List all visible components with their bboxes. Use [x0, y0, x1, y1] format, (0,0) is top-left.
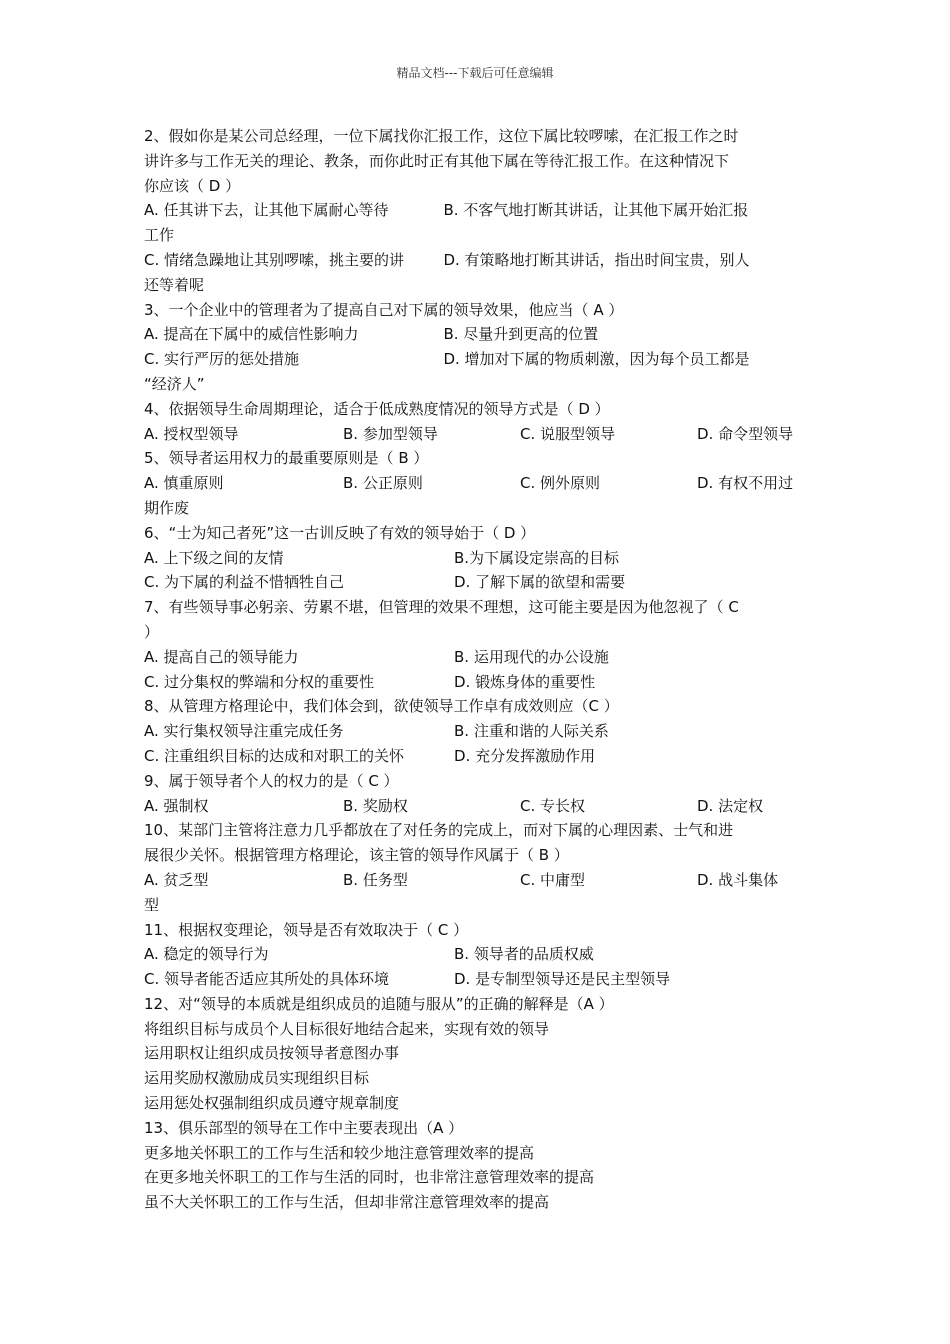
text-line: ）: [144, 622, 160, 641]
option-text: D. 有策略地打断其讲话，指出时间宝贵，别人: [443, 250, 750, 269]
option-row: [144, 744, 808, 769]
option-text: C. 情绪急躁地让其别啰嗦，挑主要的讲: [144, 250, 405, 269]
text-line: 更多地关怀职工的工作与生活和较少地注意管理效率的提高: [144, 1143, 535, 1162]
option-text: C. 例外原则: [520, 474, 601, 493]
option-text: B. 公正原则: [343, 474, 423, 493]
option-text: B.为下属设定崇高的目标: [454, 548, 620, 567]
option-text: A. 提高自己的领导能力: [144, 647, 299, 666]
text-line: 4、依据领导生命周期理论，适合于低成熟度情况的领导方式是（ D ）: [144, 399, 610, 418]
option-text: A. 强制权: [144, 796, 209, 815]
page-header: 精品文档---下载后可任意编辑: [396, 66, 554, 80]
text-line: 11、根据权变理论，领导是否有效取决于（ C ）: [144, 920, 469, 939]
option-row: [144, 942, 808, 967]
option-row: [144, 868, 808, 893]
text-line: 7、有些领导事必躬亲、劳累不堪，但管理的效果不理想，这可能主要是因为他忽视了（ C: [144, 598, 739, 617]
option-text: A. 贫乏型: [144, 870, 209, 889]
option-text: A. 授权型领导: [144, 424, 239, 443]
option-text: C. 专长权: [520, 796, 586, 815]
text-line: 工作: [144, 226, 175, 245]
option-text: D. 命令型领导: [697, 424, 794, 443]
option-text: B. 尽量升到更高的位置: [443, 325, 599, 344]
text-line: 虽不大关怀职工的工作与生活，但却非常注意管理效率的提高: [144, 1193, 550, 1212]
option-row: [144, 248, 808, 273]
option-text: D. 战斗集体: [697, 870, 779, 889]
option-text: C. 为下属的利益不惜牺牲自己: [144, 573, 345, 592]
option-text: C. 中庸型: [520, 870, 586, 889]
option-text: B. 注重和谐的人际关系: [454, 722, 609, 741]
option-text: B. 任务型: [343, 870, 408, 889]
text-line: 你应该（ D ）: [144, 176, 241, 195]
option-text: D. 有权不用过: [697, 474, 794, 493]
text-line: 2、假如你是某公司总经理，一位下属找你汇报工作，这位下属比较啰嗦，在汇报工作之时: [144, 127, 739, 145]
option-text: A. 任其讲下去，让其他下属耐心等待: [144, 201, 389, 220]
text-line: 13、俱乐部型的领导在工作中主要表现出（A ）: [144, 1118, 464, 1137]
option-text: B. 参加型领导: [343, 424, 438, 443]
option-text: C. 实行严厉的惩处措施: [144, 350, 300, 369]
text-line: 5、领导者运用权力的最重要原则是（ B ）: [144, 449, 429, 468]
text-line: 运用惩处权强制组织成员遵守规章制度: [144, 1094, 400, 1113]
text-line: 6、“士为知己者死”这一古训反映了有效的领导始于（ D ）: [144, 523, 536, 542]
option-row: [144, 719, 808, 744]
text-line: 期作废: [144, 498, 190, 517]
option-text: D. 充分发挥激励作用: [454, 746, 596, 765]
text-line: 还等着呢: [144, 275, 205, 294]
option-row: [144, 471, 808, 496]
document-body: [144, 124, 808, 1215]
text-line: 运用职权让组织成员按领导者意图办事: [144, 1044, 400, 1063]
text-line: 3、一个企业中的管理者为了提高自己对下属的领导效果，他应当（ A ）: [144, 300, 624, 319]
option-text: B. 不客气地打断其讲话，让其他下属开始汇报: [443, 201, 749, 220]
text-line: 展很少关怀。根据管理方格理论，该主管的领导作风属于（ B ）: [144, 846, 569, 865]
option-text: C. 注重组织目标的达成和对职工的关怀: [144, 746, 405, 765]
text-line: “经济人”: [144, 374, 205, 393]
option-row: [144, 670, 808, 695]
option-text: A. 稳定的领导行为: [144, 945, 269, 964]
option-text: D. 了解下属的欲望和需要: [454, 573, 626, 592]
text-line: 讲许多与工作无关的理论、教条，而你此时正有其他下属在等待汇报工作。在这种情况下: [144, 151, 730, 170]
option-row: [144, 967, 808, 992]
text-line: 运用奖励权激励成员实现组织目标: [144, 1069, 370, 1088]
option-row: [144, 347, 808, 372]
option-text: D. 是专制型领导还是民主型领导: [454, 970, 671, 989]
text-line: 10、某部门主管将注意力几乎都放在了对任务的完成上，而对下属的心理因素、士气和进: [144, 821, 734, 840]
text-line: 在更多地关怀职工的工作与生活的同时，也非常注意管理效率的提高: [144, 1168, 595, 1187]
option-row: [144, 322, 808, 347]
option-text: B. 领导者的品质权威: [454, 945, 594, 964]
option-text: A. 上下级之间的友情: [144, 548, 284, 567]
option-text: C. 领导者能否适应其所处的具体环境: [144, 970, 390, 989]
option-text: C. 说服型领导: [520, 424, 616, 443]
text-line: 将组织目标与成员个人目标很好地结合起来，实现有效的领导: [144, 1019, 550, 1038]
option-row: [144, 794, 808, 819]
text-line: 型: [144, 895, 160, 914]
option-row: [144, 546, 808, 571]
option-text: D. 增加对下属的物质刺激，因为每个员工都是: [443, 350, 750, 369]
option-row: [144, 422, 808, 447]
option-text: D. 锻炼身体的重要性: [454, 672, 596, 691]
option-text: A. 实行集权领导注重完成任务: [144, 722, 344, 741]
option-text: C. 过分集权的弊端和分权的重要性: [144, 672, 375, 691]
option-text: A. 慎重原则: [144, 474, 224, 493]
option-text: B. 运用现代的办公设施: [454, 647, 609, 666]
option-text: B. 奖励权: [343, 796, 408, 815]
text-line: 8、从管理方格理论中，我们体会到，欲使领导工作卓有成效则应（C ）: [144, 697, 619, 716]
text-line: 12、对“领导的本质就是组织成员的追随与服从”的正确的解释是（A ）: [144, 994, 614, 1013]
option-row: [144, 198, 808, 223]
option-text: D. 法定权: [697, 796, 764, 815]
option-row: [144, 645, 808, 670]
option-row: [144, 570, 808, 595]
text-line: 9、属于领导者个人的权力的是（ C ）: [144, 771, 399, 790]
option-text: A. 提高在下属中的威信性影响力: [144, 325, 359, 344]
